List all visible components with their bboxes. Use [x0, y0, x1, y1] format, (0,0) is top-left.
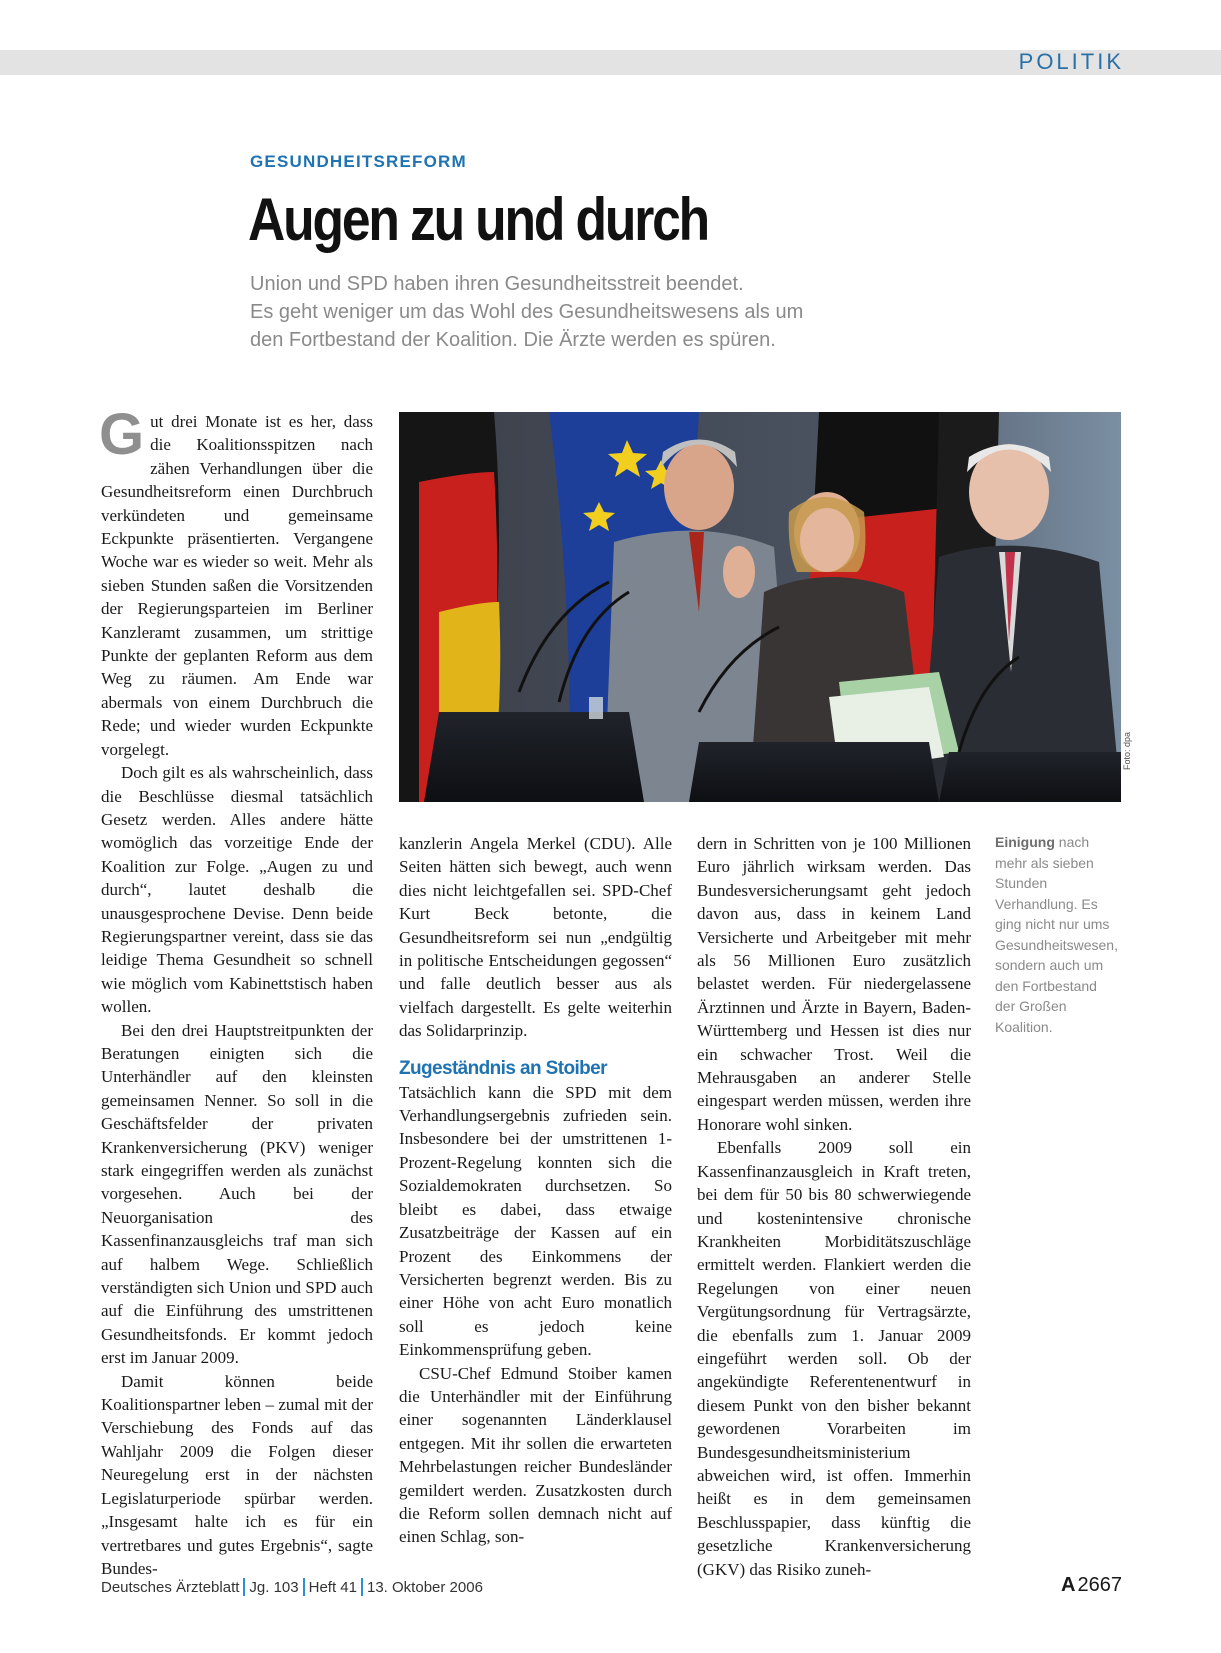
article-photo: [399, 412, 1121, 802]
body-paragraph: Ebenfalls 2009 soll ein Kassenfinanzausgleich in Kraft treten, bei dem für 50 bis 80 schwerwiegende und kostenintensive chronische Krankheiten Morbiditätszuschläge ermittelt werden. Flankiert werden die Regelungen von einer neuen Vergütungsordnung für Vertragsärzte, die ebenfalls zum 1. Januar 2009 eingeführt werden soll. Ob der angekündigte Referentenentwurf in diesem Punkt von den bisher bekannt gewordenen Vorarbeiten im Bundesgesundheitsministerium abweichen wird, ist offen. Immerhin heißt es in dem gemeinsamen Beschlusspapier, dass künftig die gesetzliche Krankenversicherung (GKV) das Risiko zuneh-: [697, 1138, 971, 1579]
footer-citation: [101, 1578, 483, 1596]
footer-divider: [303, 1578, 305, 1596]
body-paragraph: Damit können beide Koalitionspartner leben – zumal mit der Verschiebung des Fonds auf das Wahljahr 2009 die Folgen dieser Neuregelung erst in der nächsten Legislaturperiode spürbar werden. „Insgesamt halte ich es für ein vertretbares und gutes Ergebnis“, sagte Bundes-: [101, 1371, 373, 1578]
article-lead: [250, 270, 950, 354]
drop-cap: G: [99, 402, 145, 467]
body-paragraph: Doch gilt es als wahrscheinlich, dass die Beschlüsse diesmal tatsächlich Gesetz werden. Alles andere hätte womöglich das vorzeitige Ende der Koalition zur Folge. „Augen zu und durch“, lautet deshalb die unausgesprochene Devise. Denn beide Regierungspartner vereint, dass sie das leidige Thema Gesundheit so schnell wie möglich vom Kabinettstisch haben wollen.: [101, 763, 373, 1017]
journal-volume: Jg. 103: [249, 1579, 299, 1596]
body-paragraph: CSU-Chef Edmund Stoiber kamen die Unterhändler mit der Einführung einer sogenannten Länderklausel entgegen. Mit ihr sollen die erwarteten Mehrbelastungen reicher Bundesländer gemildert werden. Zusatzkosten durch die Reform sollen demnach nicht auf einen Schlag, son-: [399, 1363, 672, 1547]
footer-divider: [243, 1578, 245, 1596]
body-paragraph: Bei den drei Hauptstreitpunkten der Beratungen einigten sich die Unterhändler auf den kleinsten gemeinsamen Nenner. So soll in die Geschäftsfelder der privaten Krankenversicherung (PKV) weniger stark eingegriffen werden als zunächst vorgesehen. Auch bei der Neuorganisation des Kassenfinanzausgleichs traf man sich auf halbem Wege. Schließlich verständigten sich Union und SPD auch auf die Einführung des umstrittenen Gesundheitsfonds. Er kommt jedoch erst im Januar 2009.: [101, 1020, 373, 1368]
lead-line: Union und SPD haben ihren Gesundheitsstreit beendet.: [250, 273, 744, 295]
section-label: POLITIK: [1018, 49, 1124, 74]
footer-divider: [361, 1578, 363, 1596]
lead-line: Es geht weniger um das Wohl des Gesundheitswesens als um: [250, 301, 804, 323]
photo-credit: Foto: dpa: [1122, 731, 1132, 770]
page-prefix: A: [1061, 1574, 1076, 1596]
page-number-value: 2667: [1077, 1574, 1122, 1596]
lead-line: den Fortbestand der Koalition. Die Ärzte werden es spüren.: [250, 329, 776, 351]
article-title: Augen zu und durch: [248, 186, 709, 253]
body-paragraph: Gut drei Monate ist es her, dass die Koalitionsspitzen nach zähen Verhandlungen über die Gesundheitsreform einen Durchbruch verkündeten und gemeinsame Eckpunkte präsentierten. Vergangene Woche war es wieder so weit. Mehr als sieben Stunden saßen die Vorsitzenden der Regierungsparteien im Berliner Kanzleramt zusammen, um strittige Punkte der geplanten Reform aus dem Weg zu räumen. Am Ende war abermals von einem Durchbruch die Rede; und wieder wurden Eckpunkte vorgelegt.: [99, 402, 373, 759]
body-paragraph: kanzlerin Angela Merkel (CDU). Alle Seiten hätten sich bewegt, auch wenn dies nicht leichtgefallen sei. SPD-Chef Kurt Beck betonte, die Gesundheitsreform sei nun „endgültig in politische Entscheidungen gegossen“ und falle deutlich besser aus als vielfach dargestellt. Es gelte weiterhin das Solidarprinzip.: [399, 834, 672, 1041]
body-paragraph: dern in Schritten von je 100 Millionen Euro jährlich wirksam werden. Das Bundesversicherungsamt geht jedoch davon aus, dass in keinem Land Versicherte und Arbeitgeber mit mehr als 56 Millionen Euro zusätzlich belastet werden. Für niedergelassene Ärztinnen und Ärzte in Bayern, Baden-Württemberg und Hessen ist dies nur ein schwacher Trost. Weil die Mehrausgaben an anderer Stelle eingespart werden müssen, werden ihre Honorare wohl sinken.: [697, 834, 971, 1134]
article-column-2: [399, 832, 672, 1549]
caption-lead: Einigung: [995, 834, 1055, 850]
page-number: [1061, 1574, 1122, 1597]
caption-text: nach mehr als sieben Stunden Verhandlung. Es ging nicht nur ums Gesundheitswesen, sondern auch um den Fortbestand der Großen Koalition.: [995, 834, 1118, 1035]
article-subheading: Zugeständnis an Stoiber: [399, 1057, 607, 1079]
body-paragraph: Tatsächlich kann die SPD mit dem Verhandlungsergebnis zufrieden sein. Insbesondere bei der umstrittenen 1-Prozent-Regelung konnten sich die Sozialdemokraten durchsetzen. So bleibt es dabei, dass etwaige Zusatzbeiträge der Kassen auf ein Prozent des Einkommens der Versicherten begrenzt werden. Bis zu einer Höhe von acht Euro monatlich soll es jedoch keine Einkommensprüfung geben.: [399, 1082, 672, 1360]
journal-name: Deutsches Ärzteblatt: [101, 1579, 240, 1596]
article-kicker: GESUNDHEITSREFORM: [250, 152, 467, 171]
photo-caption: [995, 832, 1118, 1037]
journal-date: 13. Oktober 2006: [367, 1579, 483, 1596]
article-column-1: [99, 402, 373, 1580]
journal-issue: Heft 41: [308, 1579, 357, 1596]
article-column-3: [697, 832, 971, 1581]
